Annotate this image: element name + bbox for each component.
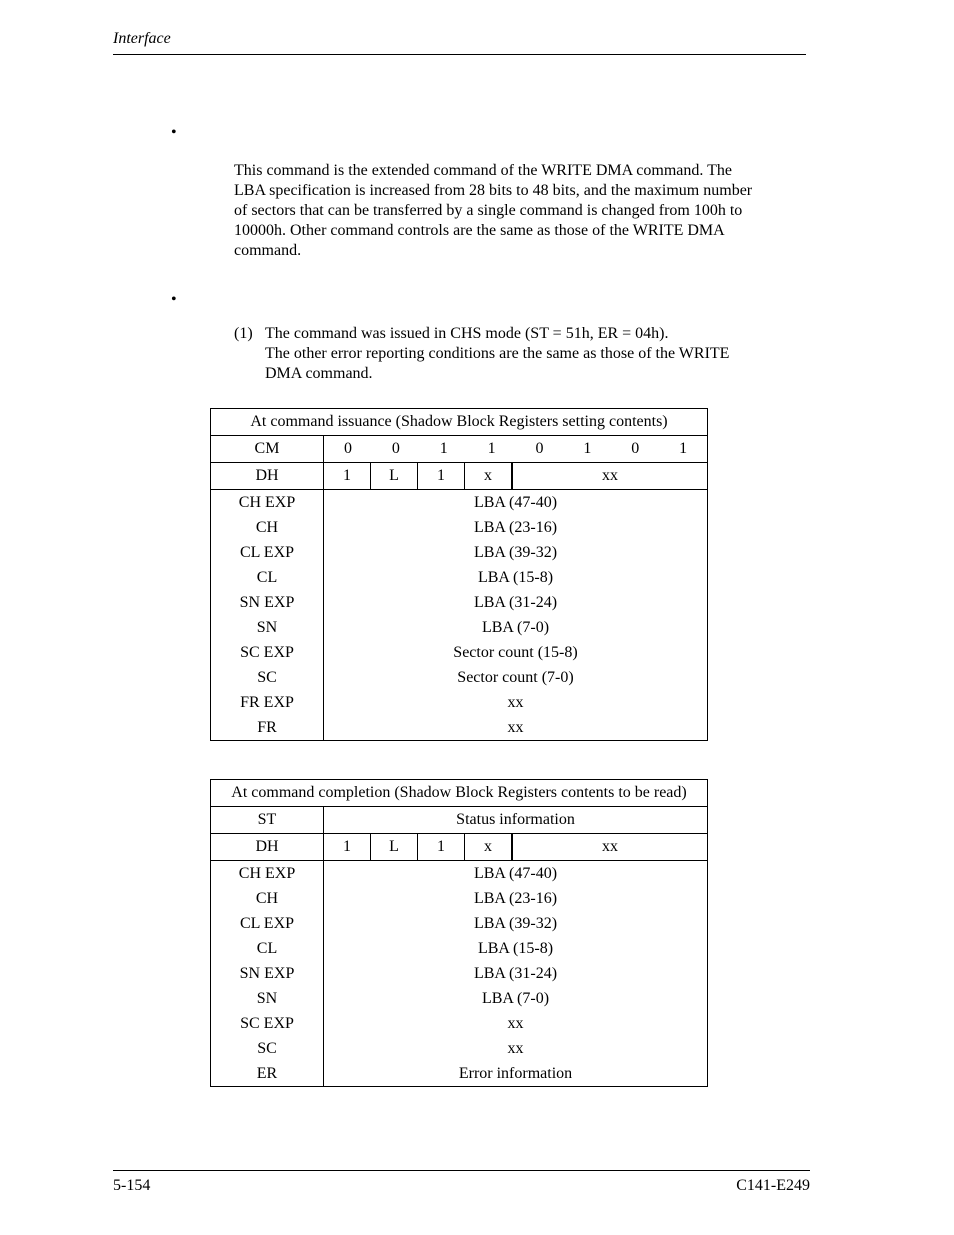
- description-line: LBA specification is increased from 28 bits to 48 bits, and the maximum number: [234, 182, 753, 199]
- cm-bit: 0: [535, 440, 544, 457]
- register-value: LBA (39-32): [473, 914, 558, 932]
- description-line: of sectors that can be transferred by a single command is changed from 100h to: [234, 202, 743, 219]
- dh-rest: xx: [602, 838, 618, 855]
- register-value: xx: [507, 718, 524, 736]
- issuance-register-table: [210, 408, 708, 741]
- register-value: LBA (47-40): [473, 493, 558, 511]
- dh-bit: 1: [324, 463, 371, 489]
- register-value: xx: [507, 1039, 524, 1057]
- register-label: CH: [211, 515, 324, 540]
- register-label: SN: [211, 986, 324, 1011]
- item-line: DMA command.: [265, 365, 373, 382]
- cm-bit: 1: [487, 440, 496, 457]
- cm-bit: 1: [439, 440, 448, 457]
- item-line: The command was issued in CHS mode (ST = 51h, ER = 04h).: [265, 325, 669, 342]
- register-label: FR EXP: [211, 690, 324, 715]
- register-value: LBA (15-8): [477, 939, 554, 957]
- completion-table-title: At command completion (Shadow Block Registers contents to be read): [211, 780, 708, 807]
- dh-label: DH: [211, 834, 324, 861]
- dh-bit: 1: [324, 834, 371, 860]
- dh-bit: 1: [418, 463, 465, 489]
- register-label: CH EXP: [211, 861, 324, 887]
- dh-label: DH: [211, 463, 324, 490]
- register-value: LBA (15-8): [477, 568, 554, 586]
- register-label: SC EXP: [211, 1011, 324, 1036]
- bullet-error-reporting: •: [171, 291, 177, 308]
- description-line: command.: [234, 242, 302, 259]
- register-label: SC: [211, 665, 324, 690]
- dh-bit: 1: [418, 834, 465, 860]
- dh-rest: xx: [602, 467, 618, 484]
- cm-label: CM: [211, 436, 324, 463]
- register-value: LBA (23-16): [473, 889, 558, 907]
- register-value: LBA (31-24): [473, 964, 558, 982]
- description-line: This command is the extended command of the WRITE DMA command. The: [234, 162, 732, 179]
- register-label: SN EXP: [211, 961, 324, 986]
- completion-register-table: [210, 779, 708, 1087]
- register-label: CH: [211, 886, 324, 911]
- register-value: xx: [507, 693, 524, 711]
- document-id: C141-E249: [736, 1177, 810, 1194]
- dh-bit: x: [465, 463, 513, 489]
- register-label: SN: [211, 615, 324, 640]
- cm-bit: 0: [391, 440, 400, 457]
- bullet-description: •: [171, 124, 177, 141]
- item-number: (1): [234, 325, 253, 342]
- description-paragraph: [234, 161, 804, 261]
- register-value: LBA (23-16): [473, 518, 558, 536]
- register-label: CL EXP: [211, 540, 324, 565]
- register-value: xx: [507, 1014, 524, 1032]
- dh-bit: L: [371, 834, 418, 860]
- register-label: ER: [211, 1061, 324, 1087]
- issuance-table-title: At command issuance (Shadow Block Registers setting contents): [211, 409, 708, 436]
- register-label: SC EXP: [211, 640, 324, 665]
- register-value: LBA (7-0): [481, 989, 550, 1007]
- cm-bit: 0: [343, 440, 352, 457]
- header-title: Interface: [113, 30, 171, 47]
- page-header: [113, 30, 806, 55]
- register-label: SN EXP: [211, 590, 324, 615]
- register-label: FR: [211, 715, 324, 741]
- st-value: Status information: [324, 807, 708, 834]
- cm-bit: 0: [631, 440, 640, 457]
- register-value: LBA (47-40): [473, 864, 558, 882]
- dh-bits: [324, 463, 707, 489]
- register-value: Error information: [458, 1064, 573, 1082]
- cm-bit: 1: [583, 440, 592, 457]
- dh-bit: x: [465, 834, 513, 860]
- register-label: CL: [211, 565, 324, 590]
- st-label: ST: [211, 807, 324, 834]
- register-value: LBA (39-32): [473, 543, 558, 561]
- item-line: The other error reporting conditions are the same as those of the WRITE: [265, 345, 730, 362]
- register-label: CL EXP: [211, 911, 324, 936]
- register-value: LBA (7-0): [481, 618, 550, 636]
- register-value: Sector count (7-0): [457, 668, 574, 686]
- dh-bits: [324, 834, 707, 860]
- dh-bit: L: [371, 463, 418, 489]
- register-value: LBA (31-24): [473, 593, 558, 611]
- cm-bit: 1: [679, 440, 688, 457]
- cm-bits: [324, 436, 707, 462]
- page-number: 5-154: [113, 1177, 151, 1194]
- description-line: 10000h. Other command controls are the same as those of the WRITE DMA: [234, 222, 725, 239]
- page-footer: [113, 1170, 810, 1194]
- register-label: CL: [211, 936, 324, 961]
- register-label: CH EXP: [211, 490, 324, 516]
- register-value: Sector count (15-8): [453, 643, 578, 661]
- register-label: SC: [211, 1036, 324, 1061]
